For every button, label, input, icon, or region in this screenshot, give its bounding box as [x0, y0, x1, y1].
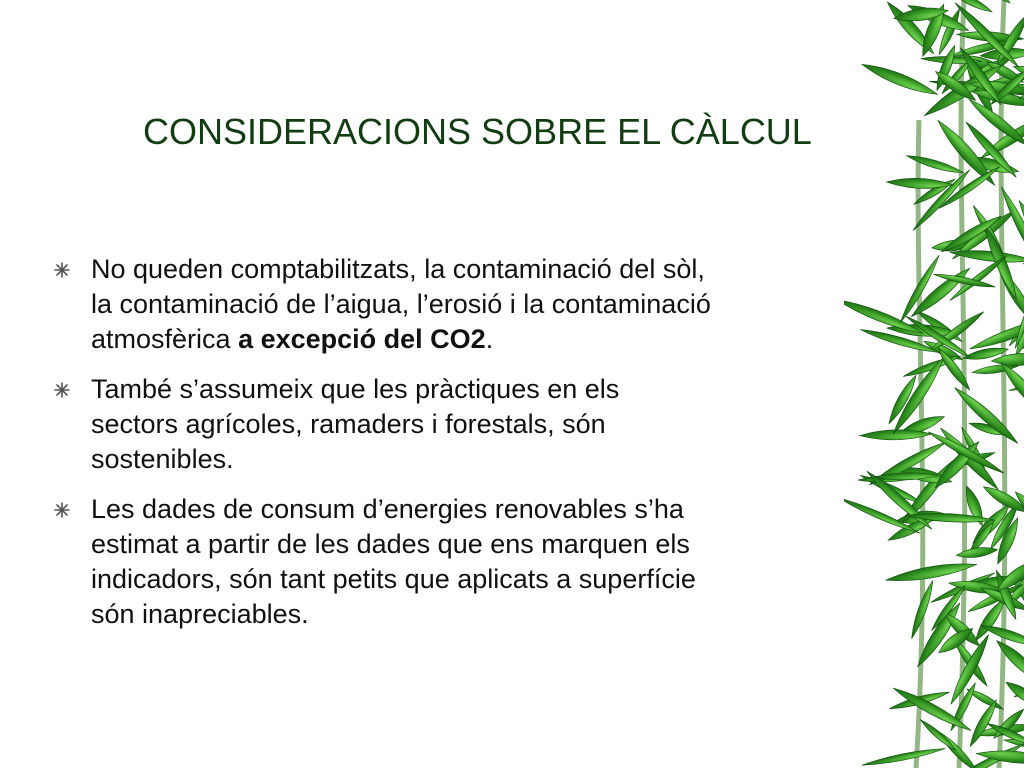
bamboo-leaf: [860, 59, 939, 99]
asterisk-star-icon: [54, 262, 70, 278]
bullet-2-line-1: També s’assumeix que les pràctiques en els: [91, 374, 620, 404]
bullet-list: [50, 252, 870, 632]
bullet-item-2: [50, 372, 870, 477]
asterisk-star-icon: [54, 382, 70, 398]
bamboo-leaf: [966, 698, 1000, 749]
bullet-1-line-3-suffix: .: [485, 324, 494, 354]
slide-title: CONSIDERACIONS SOBRE EL CÀLCUL: [143, 111, 812, 152]
bullet-1-line-2: la contaminació de l’aigua, l’erosió i la contaminació: [91, 289, 711, 319]
asterisk-star-icon: [54, 502, 70, 518]
bamboo-leaves-border: [844, 0, 1024, 768]
bullet-2-line-2: sectors agrícoles, ramaders i forestals, són: [91, 409, 606, 439]
bamboo-leaf: [1003, 678, 1024, 712]
bullet-3-line-1: Les dades de consum d’energies renovables s’ha: [91, 494, 684, 524]
leaf-cluster: [844, 0, 1024, 768]
bullet-2-line-3: sostenibles.: [91, 444, 234, 474]
bullet-3-line-4: són inapreciables.: [91, 599, 309, 629]
bullet-3-line-2: estimat a partir de les dades que ens marquen els: [91, 529, 690, 559]
bullet-1-bold-text: a excepció del CO2: [238, 324, 486, 354]
bamboo-leaf: [993, 636, 1024, 686]
bullet-1-line-3-prefix: atmosfèrica: [91, 324, 239, 354]
bullet-item-3: [50, 492, 870, 632]
bullet-3-line-3: indicadors, són tant petits que aplicats a superfície: [91, 564, 696, 594]
bamboo-leaf: [905, 152, 965, 177]
bamboo-leaf: [948, 0, 994, 15]
bamboo-leaf: [861, 745, 946, 768]
bullet-item-1: [50, 252, 870, 357]
bullet-1-line-1: No queden comptabilitzats, la contaminació del sòl,: [91, 254, 705, 284]
bamboo-leaf: [951, 384, 1021, 448]
